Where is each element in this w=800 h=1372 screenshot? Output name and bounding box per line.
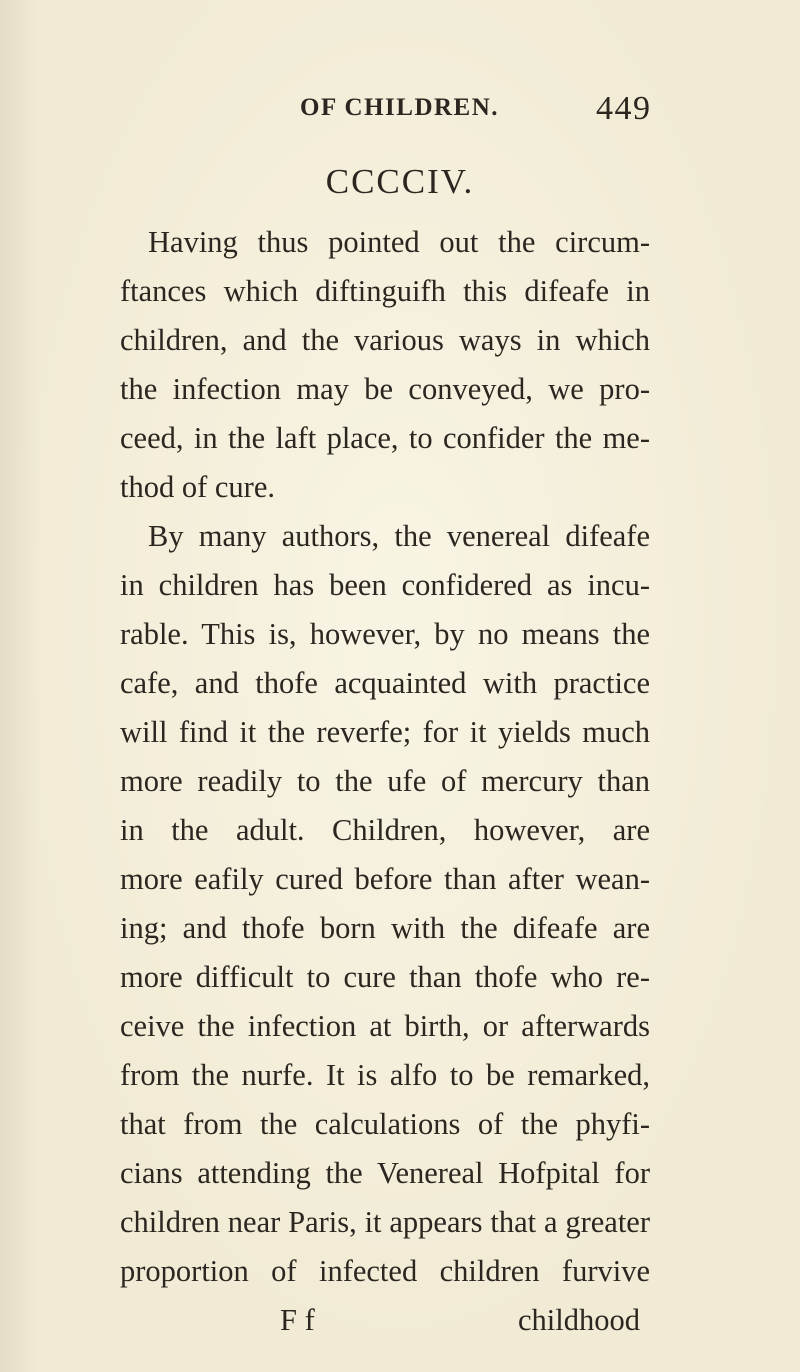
text-line: cafe, and thofe acquainted with practice [120, 666, 650, 700]
text-line: more eafily cured before than after wean- [120, 862, 650, 896]
section-heading: CCCCIV. [325, 162, 475, 201]
text-line: By many authors, the venereal difeafe [148, 519, 650, 553]
text-line: the infection may be conveyed, we pro- [120, 372, 650, 406]
text-line: cians attending the Venereal Hofpital for [120, 1156, 650, 1190]
text-line: more readily to the ufe of mercury than [120, 764, 650, 798]
text-line: children near Paris, it appears that a greater [120, 1205, 650, 1239]
signature-mark: F f [280, 1303, 315, 1337]
page-footer [120, 1296, 650, 1345]
text-line: more difficult to cure than thofe who re- [120, 960, 650, 994]
text-line: thod of cure. [120, 470, 275, 504]
text-line: proportion of infected children furvive [120, 1254, 650, 1288]
text-line: will find it the reverfe; for it yields much [120, 715, 650, 749]
text-line: rable. This is, however, by no means the [120, 617, 650, 651]
page-number: 449 [596, 90, 652, 127]
text-line: ing; and thofe born with the difeafe are [120, 911, 650, 945]
text-line: Having thus pointed out the circum- [148, 225, 650, 259]
text-line: ceive the infection at birth, or afterwards [120, 1009, 650, 1043]
text-line: that from the calculations of the phyfi- [120, 1107, 650, 1141]
running-head-title: OF CHILDREN. [300, 94, 500, 121]
catchword: childhood [518, 1303, 640, 1337]
text-line: children, and the various ways in which [120, 323, 650, 357]
text-line: from the nurfe. It is alfo to be remarked, [120, 1058, 650, 1092]
text-line: in children has been confidered as incu- [120, 568, 650, 602]
text-line: ftances which diftinguifh this difeafe in [120, 274, 650, 308]
body-text [120, 218, 650, 1345]
text-line: in the adult. Children, however, are [120, 813, 650, 847]
paragraph-1 [120, 218, 650, 512]
text-line: ceed, in the laft place, to confider the me- [120, 421, 650, 455]
paragraph-2 [120, 512, 650, 1296]
running-head [300, 90, 660, 134]
